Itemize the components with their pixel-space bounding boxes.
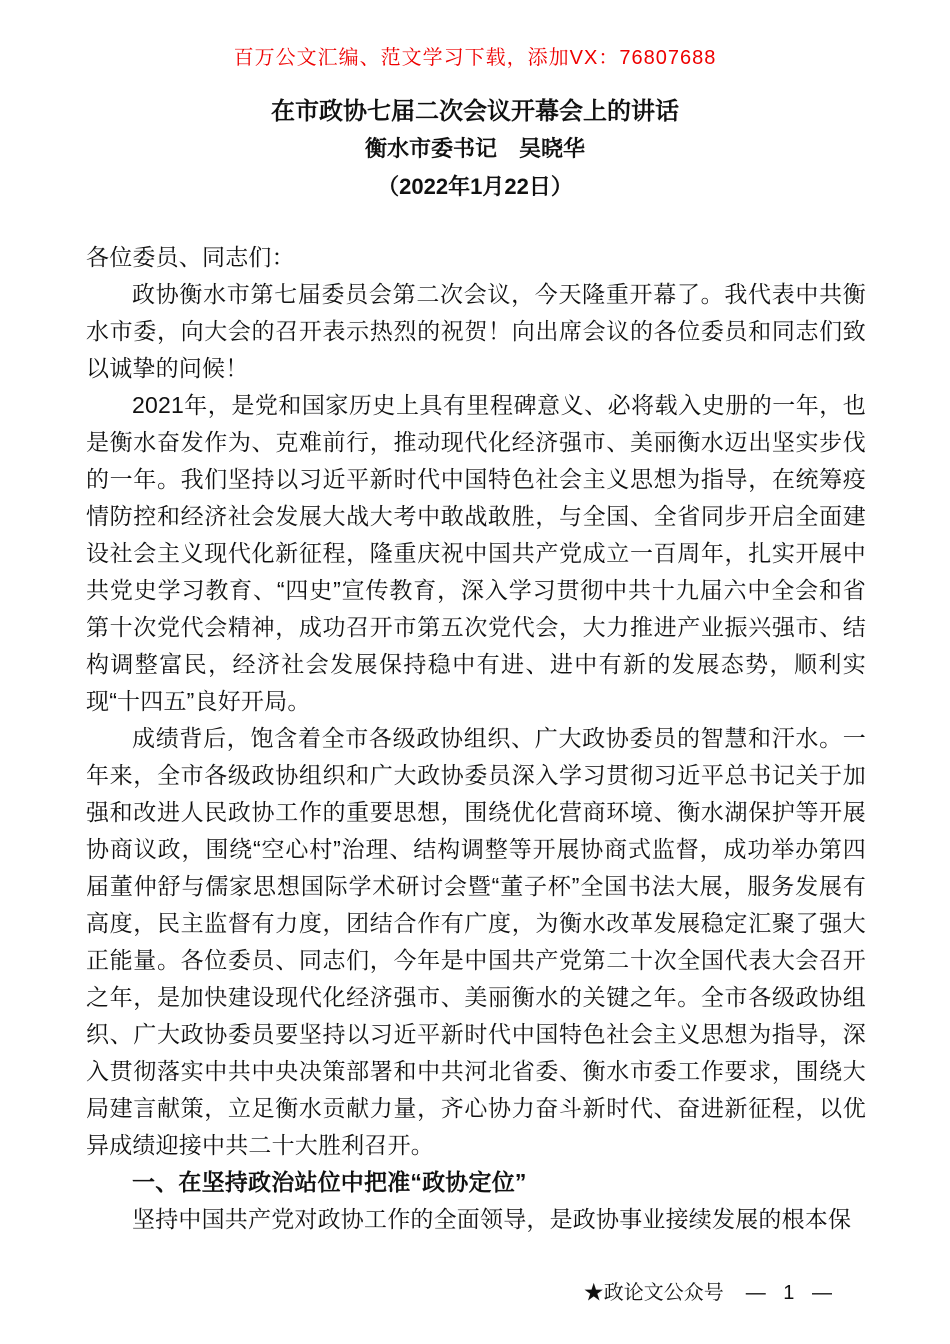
page-number: — 1 —	[745, 1282, 838, 1304]
watermark-label: ★政论文公众号	[583, 1282, 724, 1304]
salutation-line: 各位委员、同志们：	[86, 244, 295, 270]
body-paragraph: 2021年，是党和国家历史上具有里程碑意义、必将载入史册的一年，也是衡水奋发作为、克难前行，推动现代化经济强市、美丽衡水迈出坚实步伐的一年。我们坚持以习近平新时代中国特色社会主义思想为指导，在统筹疫情防控和经济社会发展大战大考中敢战敢胜，与全国、全省同步开启全面建设社会主义现代化新征程，隆重庆祝中国共产党成立一百周年，扎实开展中共党史学习教育、“四史”宣传教育，深入学习贯彻中共十九届六中全会和省第十次党代会精神，成功召开市第五次党代会，大力推进产业振兴强市、结构调整富民，经济社会发展保持稳中有进、进中有新的发展态势，顺利实现“十四五”良好开局。	[86, 392, 866, 714]
document-title: 在市政协七届二次会议开幕会上的讲话	[271, 98, 679, 125]
body-paragraph: 政协衡水市第七届委员会第二次会议，今天隆重开幕了。我代表中共衡水市委，向大会的召开表示热烈的祝贺！向出席会议的各位委员和同志们致以诚挚的问候！	[86, 281, 866, 381]
promo-banner-text: 百万公文汇编、范文学习下载，添加VX：76807688	[233, 47, 717, 69]
body-paragraph: 成绩背后，饱含着全市各级政协组织、广大政协委员的智慧和汗水。一年来，全市各级政协组织和广大政协委员深入学习贯彻习近平总书记关于加强和改进人民政协工作的重要思想，围绕优化营商环境、衡水湖保护等开展协商议政，围绕“空心村”治理、结构调整等开展协商式监督，成功举办第四届董仲舒与儒家思想国际学术研讨会暨“董子杯”全国书法大展，服务发展有高度，民主监督有力度，团结合作有广度，为衡水改革发展稳定汇聚了强大正能量。各位委员、同志们，今年是中国共产党第二十次全国代表大会召开之年，是加快建设现代化经济强市、美丽衡水的关键之年。全市各级政协组织、广大政协委员要坚持以习近平新时代中国特色社会主义思想为指导，深入贯彻落实中共中央决策部署和中共河北省委、衡水市委工作要求，围绕大局建言献策，立足衡水贡献力量，齐心协力奋斗新时代、奋进新征程，以优异成绩迎接中共二十大胜利召开。	[86, 725, 866, 1158]
promo-banner	[0, 46, 950, 70]
author-line: 衡水市委书记 吴晓华	[364, 136, 585, 161]
document-body	[86, 239, 866, 1238]
date-line: （2022年1月22日）	[377, 174, 573, 199]
page-footer	[584, 1280, 838, 1306]
body-paragraph: 坚持中国共产党对政协工作的全面领导，是政协事业接续发展的根本保	[132, 1206, 852, 1232]
section-heading: 一、在坚持政治站位中把准“政协定位”	[132, 1169, 527, 1195]
